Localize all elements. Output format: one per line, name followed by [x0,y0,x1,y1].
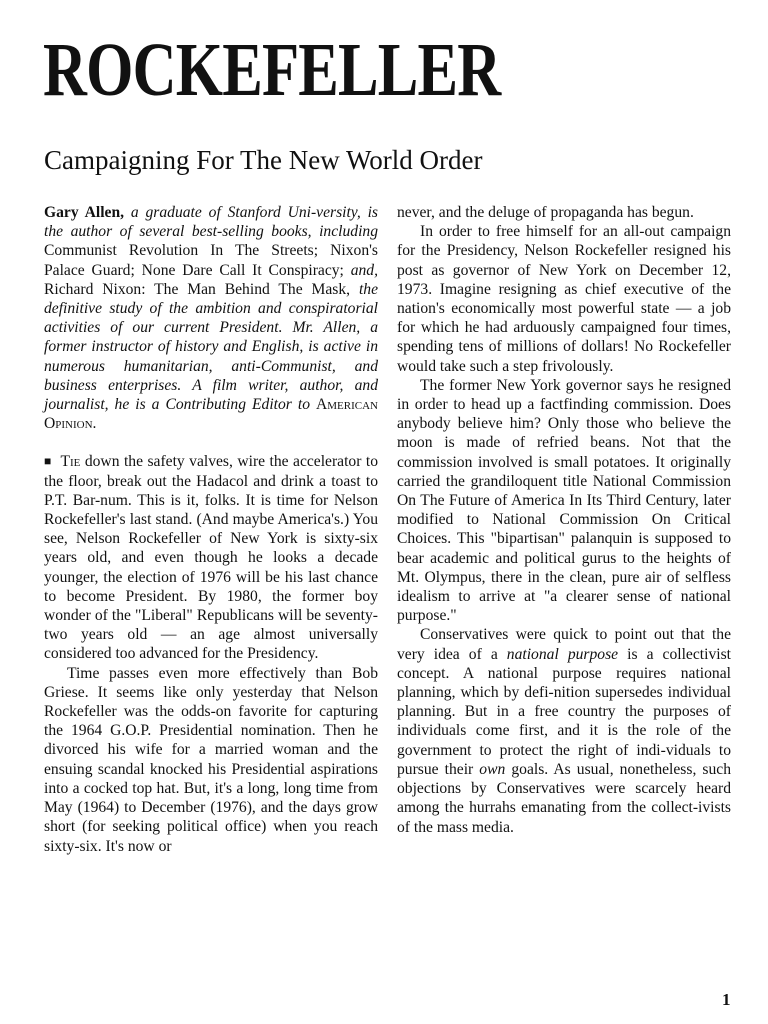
article-subtitle: Campaigning For The New World Order [44,145,483,175]
article-title: ROCKEFELLER [43,28,501,112]
paragraph-3: In order to free himself for an all-out campaign for the Presidency, Nelson Rockefeller resigned his post as governor of New York on December 12, 1973. Imagine resigning as chief executive of the nation's economically most powerful state — a job for which he had arduously campaigned four times, spending tens of millions of dollars! No Rockefeller would take such a step frivolously. [397,223,731,375]
column-left [44,203,378,856]
paragraph-1: ■ Tie down the safety valves, wire the accelerator to the floor, break out the Hadacol and drink a toast to P.T. Bar-num. This is it, folks. It is time for Nelson Rockefeller's last stand. (And maybe America's.) You see, Nelson Rockefeller of New York is sixty-six years old, and even though he looks a decade younger, the election of 1976 will be his last chance to become President. By 1980, the former boy wonder of the "Liberal" Republicans will be seventy-two years old — an age almost universally considered too advanced for the Presidency. [44,453,378,663]
author-bio: Gary Allen, a graduate of Stanford Uni-versity, is the author of several best-selling books, including Communist Revolution In The Streets; Nixon's Palace Guard; None Dare Call It Conspiracy; and, Richard Nixon: The Man Behind The Mask, the definitive study of the ambition and conspiratorial activities of our current President. Mr. Allen, a former instructor of history and English, is active in numerous humanitarian, anti-Communist, and business enterprises. A film writer, author, and journalist, he is a Contributing Editor to American Opinion. [44,204,379,433]
author-name: Gary Allen, [44,204,125,221]
paragraph-5: Conservatives were quick to point out that the very idea of a national purpose is a collectivist concept. A national purpose requires national planning, which by defi-nition supersedes individual planning. But in a free country the purposes of individuals come first, and it is the role of the government to protect the right of indi-viduals to pursue their own goals. As usual, nonetheless, such objections by Conservatives were scarcely heard among the hurrahs emanating from the collect-ivists of the mass media. [397,626,731,836]
drop-lead: Tie [60,453,81,471]
book-title: Richard Nixon: The Man Behind The Mask, [44,280,351,298]
column-right [397,203,731,837]
bullet-icon: ■ [44,454,52,469]
paragraph-2: Time passes even more effectively than Bob Griese. It seems like only yesterday that Nelson Rockefeller was the odds-on favorite for capturing the 1964 G.O.P. Presidential nomination. Then he divorced his wife for a married woman and the ensuing scandal knocked his Presidential aspirations into a cocked top hat. But, it's a long, long time from May (1964) to December (1976), and the days grow short (for seeking political office) when you reach sixty-six. It's now or [44,664,378,855]
page-number: 1 [722,990,731,1009]
magazine-name: American Opinion [44,396,378,433]
paragraph-2-continued: never, and the deluge of propaganda has begun. [397,204,694,221]
book-titles: Communist Revolution In The Streets; Nixon's Palace Guard; None Dare Call It Conspiracy; [44,242,378,279]
paragraph-4: The former New York governor says he resigned in order to head up a factfinding commission. Does anybody believe him? Only those who believe the moon is made of refried beans. Not that the commission involved is small potatoes. It originally carried the grandiloquent title National Commission On The Future of America In Its Third Century, later modified to National Commission On Critical Choices. This "bipartisan" palanquin is supposed to bear academic and political gurus to the heights of Mt. Olympus, there in the clean, pure air of selfless idealism to arrive at "a clearer sense of national purpose." [397,376,731,625]
